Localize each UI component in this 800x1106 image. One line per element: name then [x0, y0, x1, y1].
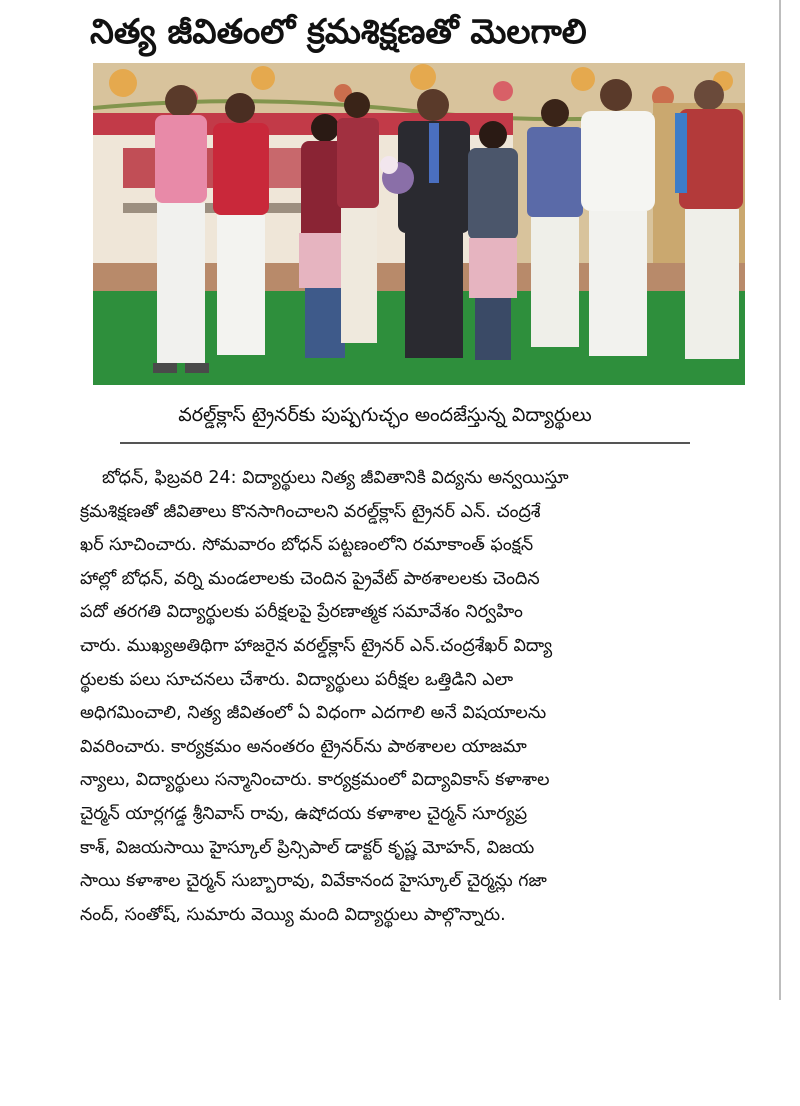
person-5	[581, 79, 655, 356]
body-line: కాశ్, విజయసాయి హైస్కూల్ ప్రిన్సిపాల్ డాక్టర్ కృష్ణ మోహన్, విజయ	[80, 837, 535, 858]
photo-caption: వరల్డ్‌క్లాస్ ట్రైనర్‌కు పుష్పగుచ్ఛం అందజేస్తున్న విద్యార్థులు	[178, 404, 592, 426]
body-line: పదో తరగతి విద్యార్థులకు పరీక్షలపై ప్రేరణాత్మక సమావేశం నిర్వహిం	[80, 602, 523, 623]
person-4	[527, 99, 583, 347]
person-6	[675, 80, 743, 359]
body-line: వివరించారు. కార్యక్రమం అనంతరం ట్రైనర్‌ను పాఠశాలల యాజమా	[80, 736, 527, 757]
article-body	[80, 462, 730, 932]
student-2	[468, 121, 518, 360]
body-line: అధిగమించాలి, నిత్య జీవితంలో ఏ విధంగా ఎదగాలి అనే విషయాలను	[80, 703, 547, 724]
article-headline: నిత్య జీవితంలో క్రమశిక్షణతో మెలగాలి	[90, 12, 587, 52]
body-line: హాల్లో బోధన్, వర్ని మండలాలకు చెందిన ప్రైవేట్ పాఠశాలలకు చెందిన	[80, 568, 540, 589]
person-3	[337, 92, 379, 343]
body-line: చారు. ముఖ్యఅతిథిగా హాజరైన వరల్డ్‌క్లాస్ ట్రైనర్ ఎన్.చంద్రశేఖర్ విద్యా	[80, 635, 553, 656]
person-1	[153, 85, 209, 373]
body-line: క్రమశిక్షణతో జీవితాలు కొనసాగించాలని వరల్డ్‌క్లాస్ ట్రైనర్ ఎన్. చంద్రశే	[80, 501, 541, 522]
body-line: ర్థులకు పలు సూచనలు చేశారు. విద్యార్థులు పరీక్షల ఒత్తిడిని ఎలా	[80, 669, 514, 690]
body-line: నంద్, సంతోష్, సుమారు వెయ్యి మంది విద్యార్థులు పాల్గొన్నారు.	[80, 904, 506, 925]
caption-divider	[120, 442, 690, 444]
photo-illustration	[93, 63, 745, 385]
body-line: న్యాలు, విద్యార్థులు సన్మానించారు. కార్యక్రమంలో విద్యావికాస్ కళాశాల	[80, 770, 550, 791]
person-2	[213, 93, 269, 355]
body-line: బోధన్, ఫిబ్రవరి 24: విద్యార్థులు నిత్య జీవితానికి విద్యను అన్వయిస్తూ	[102, 468, 569, 488]
body-line: చైర్మన్ యార్లగడ్డ శ్రీనివాస్ రావు, ఉషోదయ కళాశాల చైర్మన్ సూర్యప్ర	[80, 803, 528, 824]
body-line: ఖర్ సూచించారు. సోమవారం బోధన్ పట్టణంలోని రమాకాంత్ ఫంక్షన్	[80, 535, 534, 556]
article-photo	[93, 63, 745, 385]
column-divider	[779, 0, 781, 1000]
body-line: సాయి కళాశాల చైర్మన్ సుబ్బారావు, వివేకానంద హైస్కూల్ చైర్మన్లు గజా	[80, 871, 547, 892]
